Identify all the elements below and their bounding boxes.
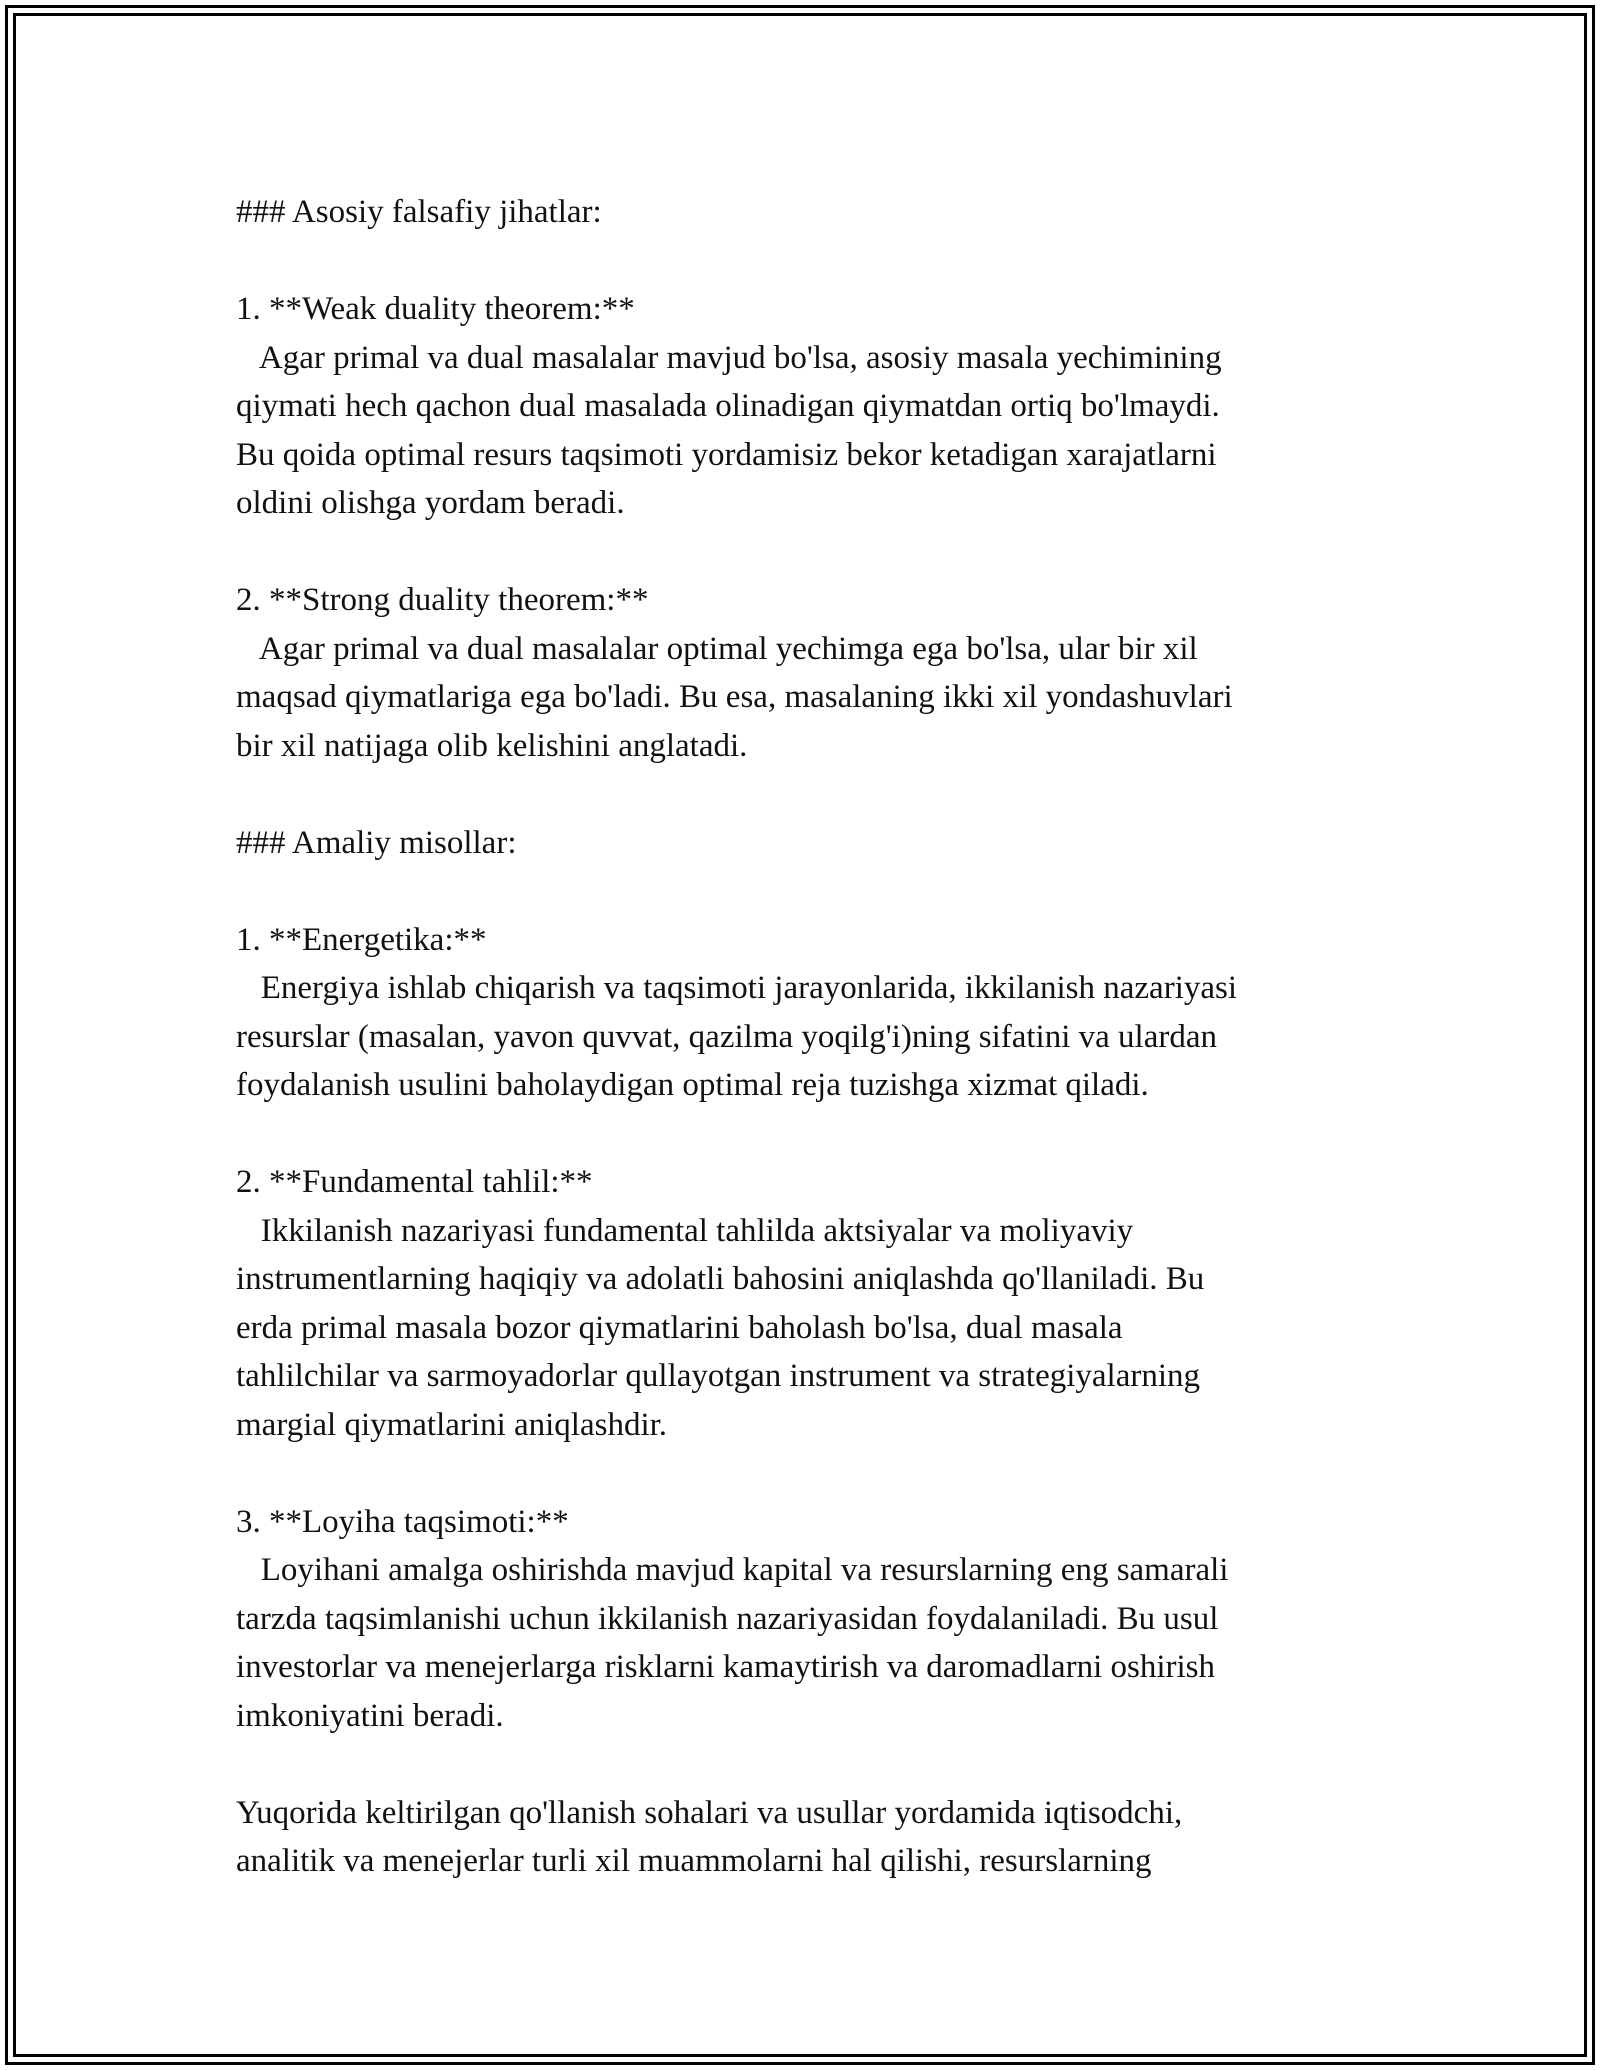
section-heading-examples: ### Amaliy misollar: <box>236 824 517 861</box>
item-loyiha-taqsimoti <box>236 1498 1386 1741</box>
item-text-line: imkoniyatini beradi. <box>236 1697 504 1734</box>
item-title: 2. **Strong duality theorem:** <box>236 582 649 618</box>
section-heading-philosophy: ### Asosiy falsafiy jihatlar: <box>236 194 602 230</box>
item-text-line: instrumentlarning haqiqiy va adolatli bahosini aniqlashda qo'llaniladi. Bu <box>236 1261 1205 1297</box>
document-body <box>236 188 1386 1886</box>
item-text-line: Loyihani amalga oshirishda mavjud kapital va resurslarning eng samarali <box>236 1552 1229 1588</box>
item-title: 1. **Weak duality theorem:** <box>236 291 635 327</box>
paragraph-gap <box>236 770 1386 819</box>
item-text-line: Agar primal va dual masalalar mavjud bo'lsa, asosiy masala yechimining <box>236 339 1222 376</box>
conclusion-text-line: analitik va menejerlar turli xil muammolarni hal qilishi, resurslarning <box>236 1843 1152 1879</box>
item-text-line: Ikkilanish nazariyasi fundamental tahlilda aktsiyalar va moliyaviy <box>236 1212 1134 1249</box>
item-text-line: oldini olishga yordam beradi. <box>236 485 625 521</box>
item-title: 3. **Loyiha taqsimoti:** <box>236 1503 569 1540</box>
item-text-line: tahlilchilar va sarmoyadorlar qullayotgan instrument va strategiyalarning <box>236 1358 1201 1394</box>
item-text-line: Agar primal va dual masalalar optimal yechimga ega bo'lsa, ular bir xil <box>236 630 1198 667</box>
item-text-line: foydalanish usulini baholaydigan optimal reja tuzishga xizmat qiladi. <box>236 1067 1149 1103</box>
paragraph-gap <box>236 1110 1386 1159</box>
conclusion-text-line: Yuqorida keltirilgan qo'llanish sohalari va usullar yordamida iqtisodchi, <box>236 1794 1183 1831</box>
conclusion-paragraph <box>236 1789 1386 1886</box>
item-text-line: tarzda taqsimlanishi uchun ikkilanish nazariyasidan foydalaniladi. Bu usul <box>236 1600 1219 1637</box>
item-text-line: Energiya ishlab chiqarish va taqsimoti jarayonlarida, ikkilanish nazariyasi <box>236 970 1238 1006</box>
paragraph-gap <box>236 1449 1386 1498</box>
item-title: 1. **Energetika:** <box>236 921 487 958</box>
item-text-line: margial qiymatlarini aniqlashdir. <box>236 1406 668 1443</box>
paragraph-gap <box>236 1740 1386 1789</box>
item-text-line: resurslar (masalan, yavon quvvat, qazilma yoqilg'i)ning sifatini va ulardan <box>236 1018 1217 1055</box>
item-text-line: investorlar va menejerlarga risklarni kamaytirish va daromadlarni oshirish <box>236 1649 1215 1685</box>
paragraph-gap <box>236 528 1386 577</box>
item-text-line: erda primal masala bozor qiymatlarini baholash bo'lsa, dual masala <box>236 1309 1123 1346</box>
item-strong-duality <box>236 576 1386 770</box>
paragraph-gap <box>236 867 1386 916</box>
item-text-line: qiymati hech qachon dual masalada olinadigan qiymatdan ortiq bo'lmaydi. <box>236 388 1220 424</box>
item-text-line: maqsad qiymatlariga ega bo'ladi. Bu esa, masalaning ikki xil yondashuvlari <box>236 679 1233 715</box>
item-fundamental-tahlil <box>236 1158 1386 1449</box>
item-energetika <box>236 916 1386 1110</box>
item-title: 2. **Fundamental tahlil:** <box>236 1164 593 1200</box>
item-weak-duality <box>236 285 1386 528</box>
item-text-line: bir xil natijaga olib kelishini anglatadi. <box>236 727 748 764</box>
item-text-line: Bu qoida optimal resurs taqsimoti yordamisiz bekor ketadigan xarajatlarni <box>236 436 1217 473</box>
paragraph-gap <box>236 237 1386 286</box>
